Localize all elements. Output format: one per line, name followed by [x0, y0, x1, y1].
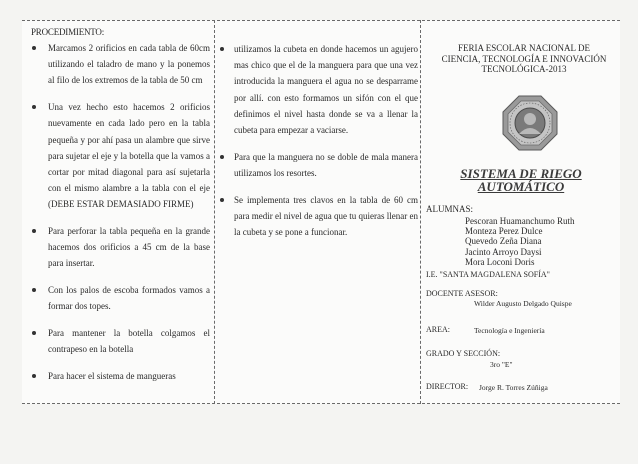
bullet-icon: [32, 46, 36, 50]
bullet-icon: [220, 47, 224, 51]
procedure-continued-list: [216, 41, 418, 251]
procedure-step: Para que la manguera no se doble de mala manera utilizamos los resortes.: [216, 149, 418, 181]
procedure-step: Se implementa tres clavos en la tabla de 60 cm para medir el nivel de agua que tu quieras llenar en la cubeta y se pone a funcionar.: [216, 192, 418, 241]
fold-line-left: [214, 20, 215, 404]
procedure-step: Marcamos 2 orificios en cada tabla de 60cm utilizando el taladro de mano y la ponemos al filo de los extremos de la tabla de 50 cm: [22, 40, 210, 89]
procedure-step: Con los palos de escoba formados vamos a formar dos topes.: [22, 282, 210, 314]
procedure-column: [22, 20, 214, 404]
area-value: Tecnología e Ingeniería: [474, 326, 545, 335]
school-seal-icon: [502, 95, 558, 151]
bullet-icon: [32, 374, 36, 378]
bullet-icon: [32, 288, 36, 292]
fair-heading: FERIA ESCOLAR NACIONAL DE CIENCIA, TECNOLOGÍA E INNOVACIÓN TECNOLÓGICA-2013: [441, 43, 607, 74]
procedure-heading: PROCEDIMIENTO:: [31, 27, 105, 37]
procedure-continued-column: [216, 20, 418, 404]
director-name: Jorge R. Torres Zúñiga: [479, 383, 548, 392]
procedure-step: Para mantener la botella colgamos el contrapeso en la botella: [22, 325, 210, 357]
grade-label: GRADO Y SECCIÓN:: [426, 349, 501, 358]
students-label: ALUMNAS:: [426, 204, 474, 214]
school-name: I.E. "SANTA MAGDALENA SOFÍA": [426, 270, 550, 279]
fold-line-right: [420, 20, 421, 404]
advisor-label: DOCENTE ASESOR:: [426, 289, 498, 298]
student-name: Jacinto Arroyo Daysi: [465, 246, 542, 257]
procedure-step: Para hacer el sistema de mangueras: [22, 368, 210, 384]
student-name: Monteza Perez Dulce: [465, 226, 543, 237]
bullet-icon: [220, 198, 224, 202]
bullet-icon: [32, 105, 36, 109]
brochure-sheet: [22, 20, 620, 404]
student-name: Quevedo Zeña Diana: [465, 236, 542, 247]
students-list: [465, 216, 574, 267]
bullet-icon: [32, 229, 36, 233]
advisor-name: Wilder Augusto Delgado Quispe: [474, 299, 572, 308]
procedure-step: Una vez hecho esto hacemos 2 orificios nuevamente en cada lado pero en la tabla pequeña y por ahí pasa un alambre que sirve para sujetar el eje y la botella que la vamos a cortar por mitad diagonal para así sujetarla con el mismo alambre a la tabla con el eje (DEBE ESTAR DEMASIADO FIRME): [22, 99, 210, 212]
student-name: Pescoran Huamanchumo Ruth: [465, 216, 575, 226]
project-title: SISTEMA DE RIEGO AUTOMÁTICO: [460, 166, 582, 194]
bullet-icon: [220, 155, 224, 159]
bullet-icon: [32, 331, 36, 335]
student-name: Mora Loconi Doris: [465, 256, 535, 267]
grade-value: 3ro "E": [490, 360, 513, 369]
director-label: DIRECTOR:: [426, 382, 469, 391]
cover-column: [422, 20, 620, 404]
area-label: AREA:: [426, 325, 450, 334]
procedure-step: Para perforar la tabla pequeña en la grande hacemos dos orificios a 45 cm de la base para insertar.: [22, 223, 210, 272]
procedure-step: utilizamos la cubeta en donde hacemos un agujero mas chico que el de la manguera para que una vez introducida la manguera el agua no se desparrame por allí. con esto formamos un sifón con el que definimos el nivel hasta donde se va a llenar la cubeta para empezar a vaciarse.: [216, 41, 418, 138]
procedure-list: [22, 40, 210, 395]
